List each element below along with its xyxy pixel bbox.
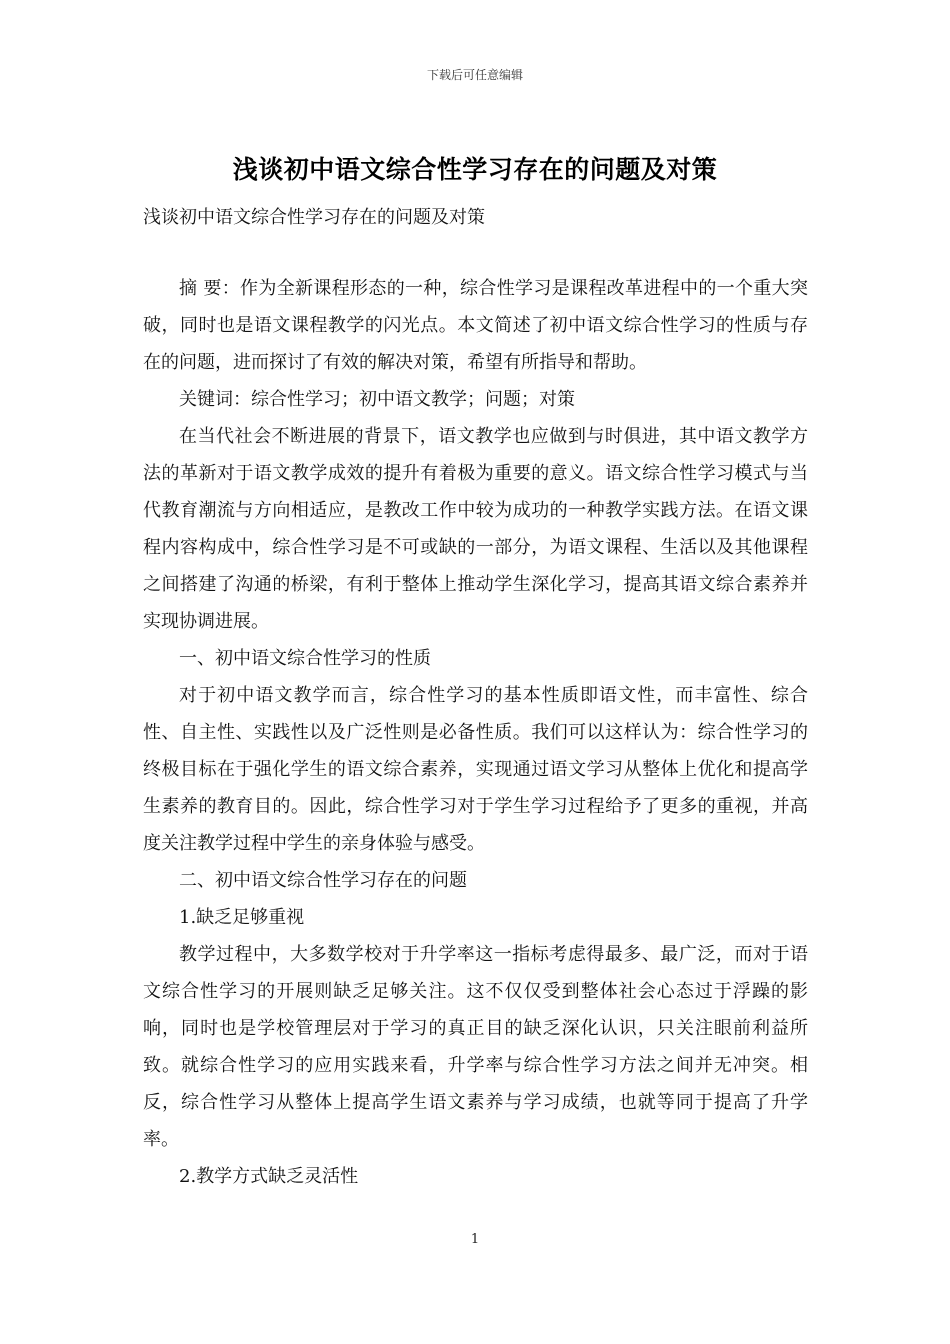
section-heading-1: 一、初中语文综合性学习的性质	[179, 648, 431, 669]
section-1-paragraph: 对于初中语文教学而言，综合性学习的基本性质即语文性，而丰富性、综合性、自主性、实践性以及广泛性则是必备性质。我们可以这样认为：综合性学习的终极目标在于强化学生的语文综合素养，实现通过语文学习从整体上优化和提高学生素养的教育目的。因此，综合性学习对于学生学习过程给予了更多的重视，并高度关注教学过程中学生的亲身体验与感受。	[143, 685, 808, 854]
document-body	[143, 270, 808, 1195]
intro-paragraph: 在当代社会不断进展的背景下，语文教学也应做到与时俱进，其中语文教学方法的革新对于语文教学成效的提升有着极为重要的意义。语文综合性学习模式与当代教育潮流与方向相适应，是教改工作中较为成功的一种教学实践方法。在语文课程内容构成中，综合性学习是不可或缺的一部分，为语文课程、生活以及其他课程之间搭建了沟通的桥梁，有利于整体上推动学生深化学习，提高其语文综合素养并实现协调进展。	[143, 426, 808, 632]
document-subtitle: 浅谈初中语文综合性学习存在的问题及对策	[143, 207, 485, 228]
header-note: 下载后可任意编辑	[426, 68, 523, 82]
page-number: 1	[470, 1232, 480, 1247]
section-heading-2: 二、初中语文综合性学习存在的问题	[179, 870, 467, 891]
abstract-paragraph: 摘 要：作为全新课程形态的一种，综合性学习是课程改革进程中的一个重大突破，同时也是语文课程教学的闪光点。本文简述了初中语文综合性学习的性质与存在的问题，进而探讨了有效的解决对策，希望有所指导和帮助。	[143, 278, 808, 373]
document-title: 浅谈初中语文综合性学习存在的问题及对策	[232, 155, 718, 184]
subsection-heading-2: 2.教学方式缺乏灵活性	[179, 1166, 359, 1187]
subsection-heading-1: 1.缺乏足够重视	[179, 907, 305, 928]
subsection-1-paragraph: 教学过程中，大多数学校对于升学率这一指标考虑得最多、最广泛，而对于语文综合性学习的开展则缺乏足够关注。这不仅仅受到整体社会心态过于浮躁的影响，同时也是学校管理层对于学习的真正目的缺乏深化认识，只关注眼前利益所致。就综合性学习的应用实践来看，升学率与综合性学习方法之间并无冲突。相反，综合性学习从整体上提高学生语文素养与学习成绩，也就等同于提高了升学率。	[143, 944, 808, 1150]
keywords-paragraph: 关键词：综合性学习；初中语文教学；问题；对策	[179, 389, 575, 410]
